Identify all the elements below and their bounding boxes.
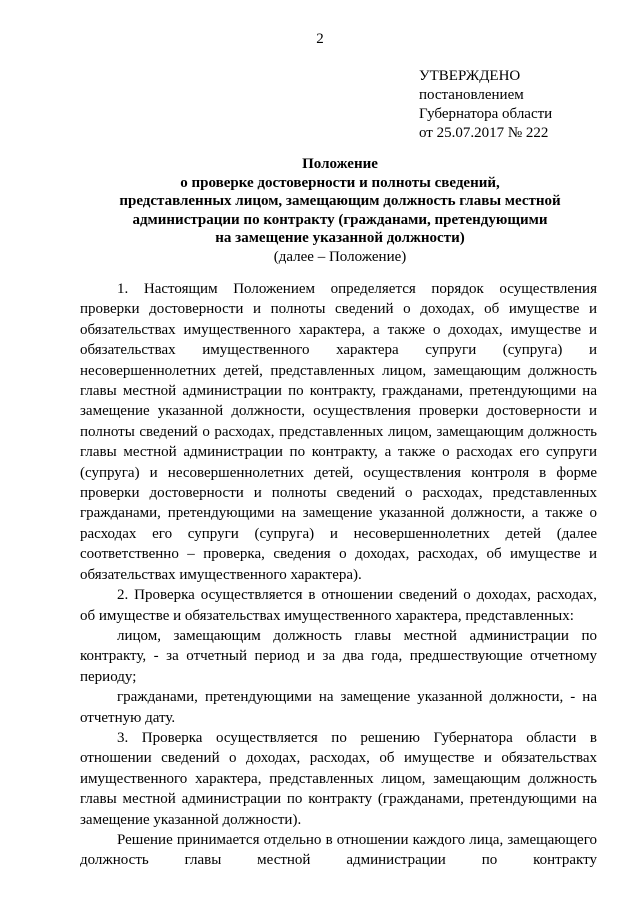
approval-stamp: [419, 67, 552, 143]
title-line-3: представленных лицом, замещающим должность главы местной: [119, 193, 561, 209]
title-line-6: (далее – Положение): [273, 248, 407, 265]
approval-heading: УТВЕРЖДЕНО: [419, 68, 521, 84]
title-line-1: Положение: [302, 156, 378, 172]
paragraph-3: 3. Проверка осуществляется по решению Губернатора области в отношении сведений о доходах, расходах, об имуществе и обязательствах имущественного характера, представленных лицом, замещающим должность главы местной администрации по контракту (гражданами, претендующими на замещение указанной должности).: [80, 729, 597, 828]
approval-line-3: от 25.07.2017 № 222: [419, 125, 549, 141]
approval-line-1: постановлением: [419, 87, 524, 103]
document-body: [80, 279, 597, 871]
paragraph-1: 1. Настоящим Положением определяется порядок осуществления проверки достоверности и полноты сведений о доходах, об имуществе и обязательствах имущественного характера, а также о доходах, имуществе и обязательствах имущественного характера супруги (супруга) и несовершеннолетних детей, представленных лицом, замещающим должность главы местной администрации по контракту, гражданами, претендующими на замещение указанной должности, осуществления проверки достоверности и полноты сведений о расходах, представленных лицом, замещающим должность главы местной администрации по контракту, а также о расходах его супруги (супруга) и несовершеннолетних детей, осуществления контроля в форме проверки достоверности и полноты сведений о расходах, представленных гражданами, претендующими на замещение указанной должности, а также о расходах его супруги (супруга) и несовершеннолетних детей (далее соответственно – проверка, сведения о доходах, расходах, об имуществе и обязательствах имущественного характера).: [80, 281, 597, 583]
title-line-5: на замещение указанной должности): [215, 230, 465, 246]
title-line-2: о проверке достоверности и полноты сведений,: [180, 174, 500, 191]
paragraph-2: 2. Проверка осуществляется в отношении сведений о доходах, расходах, об имуществе и обязательствах имущественного характера, представленных:: [80, 587, 597, 624]
document-title: [60, 155, 620, 266]
paragraph-2a: лицом, замещающим должность главы местной администрации по контракту, - за отчетный период и за два года, предшествующие отчетному периоду;: [80, 627, 597, 685]
paragraph-2b: гражданами, претендующими на замещение указанной должности, - на отчетную дату.: [80, 689, 597, 726]
paragraph-4: Решение принимается отдельно в отношении каждого лица, замещающего должность главы местной администрации по контракту: [80, 831, 597, 869]
page-number: 2: [316, 31, 324, 47]
approval-line-2: Губернатора области: [419, 106, 553, 122]
title-line-4: администрации по контракту (гражданами, претендующими: [132, 211, 548, 228]
